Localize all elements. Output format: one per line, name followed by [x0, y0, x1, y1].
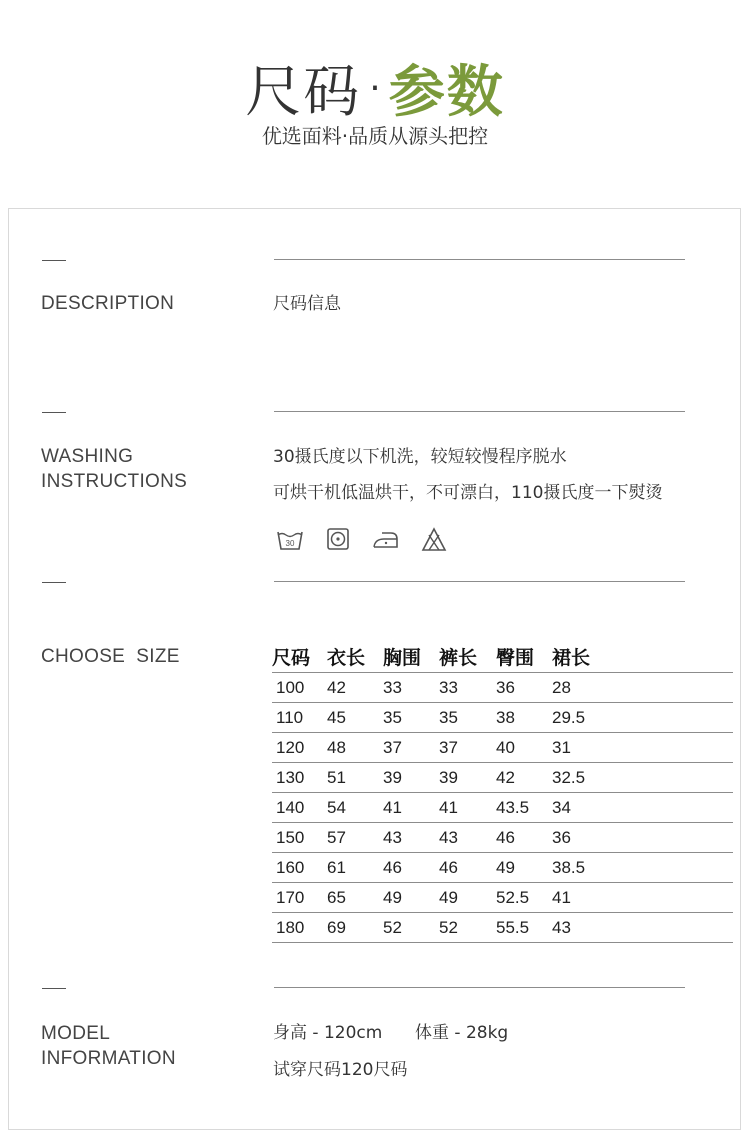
size-table-cell: 33: [439, 673, 496, 703]
washing-text-line1: 30摄氏度以下机洗，较短较慢程序脱水: [273, 447, 567, 467]
size-table-header: [272, 640, 733, 673]
size-table-header-cell: 裙长: [552, 646, 591, 669]
table-row: [272, 883, 733, 913]
size-table: [272, 640, 733, 943]
description-text: 尺码信息: [273, 294, 341, 314]
section-divider: [274, 581, 685, 582]
size-table-cell: 150: [272, 823, 327, 853]
size-table-cell: 35: [383, 703, 439, 733]
model-fit-size: 试穿尺码120尺码: [273, 1060, 408, 1080]
size-table-cell: 38.5: [552, 853, 733, 883]
washing-label-line2: INSTRUCTIONS: [41, 471, 188, 492]
size-table-cell: 52: [383, 913, 439, 943]
size-table-header-cell: 臀围: [496, 646, 535, 669]
title-parameters: 参数: [388, 60, 505, 125]
size-table-cell: 160: [272, 853, 327, 883]
size-table-cell: 110: [272, 703, 327, 733]
size-table-cell: 49: [439, 883, 496, 913]
size-table-cell: 170: [272, 883, 327, 913]
size-table-cell: 36: [496, 673, 552, 703]
size-table-cell: 37: [439, 733, 496, 763]
size-table-cell: 32.5: [552, 763, 733, 793]
size-table-cell: 120: [272, 733, 327, 763]
care-icons: [276, 527, 456, 555]
size-table-cell: 52: [439, 913, 496, 943]
size-table-cell: 46: [439, 853, 496, 883]
iron-low-icon: [372, 527, 400, 551]
table-row: [272, 763, 733, 793]
size-table-cell: 38: [496, 703, 552, 733]
size-table-cell: 180: [272, 913, 327, 943]
model-label-line1: MODEL: [41, 1023, 111, 1044]
size-table-cell: 43.5: [496, 793, 552, 823]
size-table-cell: 42: [496, 763, 552, 793]
size-table-header-cell: 衣长: [327, 646, 366, 669]
size-table-cell: 52.5: [496, 883, 552, 913]
size-table-cell: 65: [327, 883, 383, 913]
model-height: 身高 - 120cm: [273, 1023, 383, 1043]
size-table-cell: 57: [327, 823, 383, 853]
size-table-cell: 31: [552, 733, 733, 763]
size-table-cell: 41: [383, 793, 439, 823]
size-table-header-cell: 胸围: [383, 646, 422, 669]
size-label: CHOOSE SIZE: [41, 646, 180, 667]
title-separator-dot: ·: [369, 67, 381, 109]
size-table-cell: 36: [552, 823, 733, 853]
section-dash: [42, 988, 66, 989]
size-table-cell: 140: [272, 793, 327, 823]
washing-text-line2: 可烘干机低温烘干，不可漂白，110摄氏度一下熨烫: [273, 483, 663, 503]
size-table-header-cell: 裤长: [439, 646, 478, 669]
table-row: [272, 913, 733, 943]
size-table-cell: 54: [327, 793, 383, 823]
table-row: [272, 703, 733, 733]
size-table-cell: 43: [383, 823, 439, 853]
section-divider: [274, 987, 685, 988]
size-table-cell: 33: [383, 673, 439, 703]
size-table-cell: 49: [383, 883, 439, 913]
table-row: [272, 823, 733, 853]
model-label-line2: INFORMATION: [41, 1048, 176, 1069]
model-weight: 体重 - 28kg: [415, 1023, 509, 1043]
size-table-cell: 34: [552, 793, 733, 823]
size-table-cell: 43: [552, 913, 733, 943]
size-table-cell: 49: [496, 853, 552, 883]
size-table-cell: 61: [327, 853, 383, 883]
page-title: [0, 48, 750, 128]
size-table-cell: 51: [327, 763, 383, 793]
size-table-cell: 100: [272, 673, 327, 703]
table-row: [272, 733, 733, 763]
washing-label-line1: WASHING: [41, 446, 134, 467]
size-table-cell: 46: [383, 853, 439, 883]
size-table-header-cell: 尺码: [272, 646, 311, 669]
size-table-cell: 29.5: [552, 703, 733, 733]
size-table-cell: 35: [439, 703, 496, 733]
size-table-cell: 41: [439, 793, 496, 823]
wash-30-icon: [276, 527, 304, 553]
size-table-body: [272, 673, 733, 943]
do-not-bleach-icon: [421, 527, 447, 553]
size-table-cell: 55.5: [496, 913, 552, 943]
tumble-dry-low-icon: [326, 527, 350, 551]
size-table-cell: 39: [439, 763, 496, 793]
size-table-cell: 39: [383, 763, 439, 793]
washing-label: [41, 444, 187, 494]
title-size: 尺码: [245, 60, 362, 125]
size-table-cell: 69: [327, 913, 383, 943]
model-label: [41, 1021, 176, 1071]
size-table-cell: 42: [327, 673, 383, 703]
page-subtitle: 优选面料·品质从源头把控: [261, 124, 489, 148]
section-divider: [274, 411, 685, 412]
size-table-cell: 43: [439, 823, 496, 853]
size-table-cell: 48: [327, 733, 383, 763]
size-table-cell: 130: [272, 763, 327, 793]
section-dash: [42, 582, 66, 583]
size-table-cell: 41: [552, 883, 733, 913]
table-row: [272, 853, 733, 883]
table-row: [272, 793, 733, 823]
section-dash: [42, 260, 66, 261]
wash-temp-label: 30: [285, 539, 295, 548]
section-dash: [42, 412, 66, 413]
size-table-cell: 28: [552, 673, 733, 703]
size-table-cell: 45: [327, 703, 383, 733]
size-table-cell: 37: [383, 733, 439, 763]
section-divider: [274, 259, 685, 260]
size-table-cell: 46: [496, 823, 552, 853]
size-table-cell: 40: [496, 733, 552, 763]
table-row: [272, 673, 733, 703]
description-label: DESCRIPTION: [41, 293, 175, 314]
